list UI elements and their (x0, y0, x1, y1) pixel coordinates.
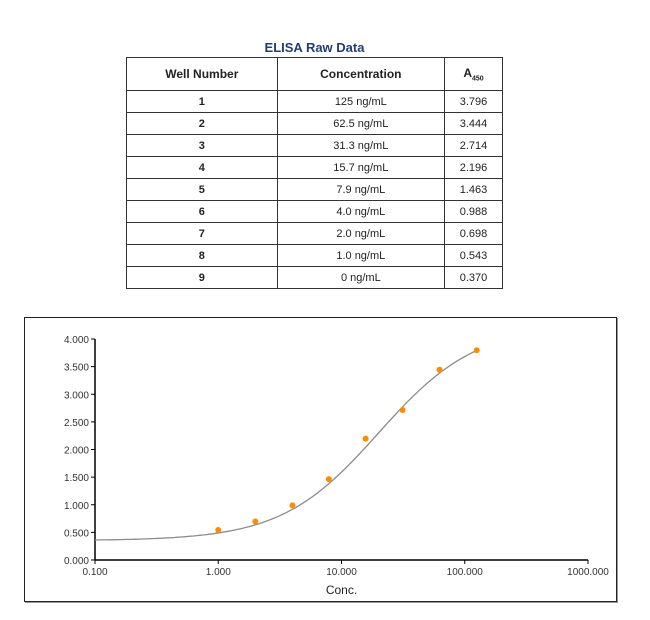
concentration: 0 ng/mL (277, 267, 444, 289)
y-tick-label: 3.500 (63, 362, 89, 374)
table-row (127, 91, 503, 113)
x-tick-label: 1000.000 (567, 567, 609, 578)
well-number: 4 (127, 157, 278, 179)
absorbance: 2.714 (444, 135, 502, 157)
concentration: 31.3 ng/mL (277, 135, 444, 157)
y-tick-label: 1.000 (63, 500, 89, 512)
well-number: 8 (127, 245, 278, 267)
data-point (400, 407, 406, 413)
table-row (127, 157, 503, 179)
x-tick-label: 10.000 (326, 567, 357, 578)
concentration: 1.0 ng/mL (277, 245, 444, 267)
header-concentration: Concentration (277, 58, 444, 91)
elisa-table (126, 57, 503, 289)
absorbance: 0.370 (444, 267, 502, 289)
well-number: 2 (127, 113, 278, 135)
data-point (252, 518, 258, 524)
well-number: 5 (127, 179, 278, 201)
table-row (127, 245, 503, 267)
well-number: 3 (127, 135, 278, 157)
data-point (363, 436, 369, 442)
concentration: 62.5 ng/mL (277, 113, 444, 135)
absorbance: 1.463 (444, 179, 502, 201)
y-tick-label: 0.000 (63, 556, 89, 567)
y-tick-label: 1.500 (63, 473, 89, 485)
well-number: 6 (127, 201, 278, 223)
concentration: 7.9 ng/mL (277, 179, 444, 201)
x-axis-label: Conc. (325, 583, 358, 597)
y-tick-label: 2.500 (63, 417, 89, 429)
y-tick-label: 2.000 (63, 445, 89, 457)
table-row (127, 201, 503, 223)
x-tick-label: 1.000 (205, 567, 231, 578)
absorbance: 0.543 (444, 245, 502, 267)
concentration: 2.0 ng/mL (277, 223, 444, 245)
data-point (474, 347, 480, 353)
standard-curve-chart (25, 318, 616, 601)
x-tick-label: 0.100 (82, 567, 108, 578)
y-tick-label: 0.500 (63, 528, 89, 540)
concentration: 15.7 ng/mL (277, 157, 444, 179)
well-number: 1 (127, 91, 278, 113)
header-well: Well Number (127, 58, 278, 91)
table-title: ELISA Raw Data (264, 40, 365, 55)
table-row (127, 267, 503, 289)
y-tick-label: 3.000 (63, 390, 89, 402)
data-point (326, 476, 332, 482)
data-point (289, 502, 295, 508)
data-point (437, 367, 443, 373)
header-absorbance: $A_{450}$ (444, 58, 502, 91)
table-row (127, 223, 503, 245)
absorbance: 3.444 (444, 113, 502, 135)
data-point (215, 527, 221, 533)
well-number: 7 (127, 223, 278, 245)
fit-curve (95, 351, 477, 541)
chart-frame (24, 317, 617, 602)
concentration: 4.0 ng/mL (277, 201, 444, 223)
table-row (127, 135, 503, 157)
absorbance: 3.796 (444, 91, 502, 113)
absorbance: 0.698 (444, 223, 502, 245)
well-number: 9 (127, 267, 278, 289)
x-tick-label: 100.000 (446, 567, 483, 578)
concentration: 125 ng/mL (277, 91, 444, 113)
table-row (127, 179, 503, 201)
absorbance: 0.988 (444, 201, 502, 223)
table-row (127, 113, 503, 135)
y-tick-label: 4.000 (63, 335, 89, 346)
absorbance: 2.196 (444, 157, 502, 179)
